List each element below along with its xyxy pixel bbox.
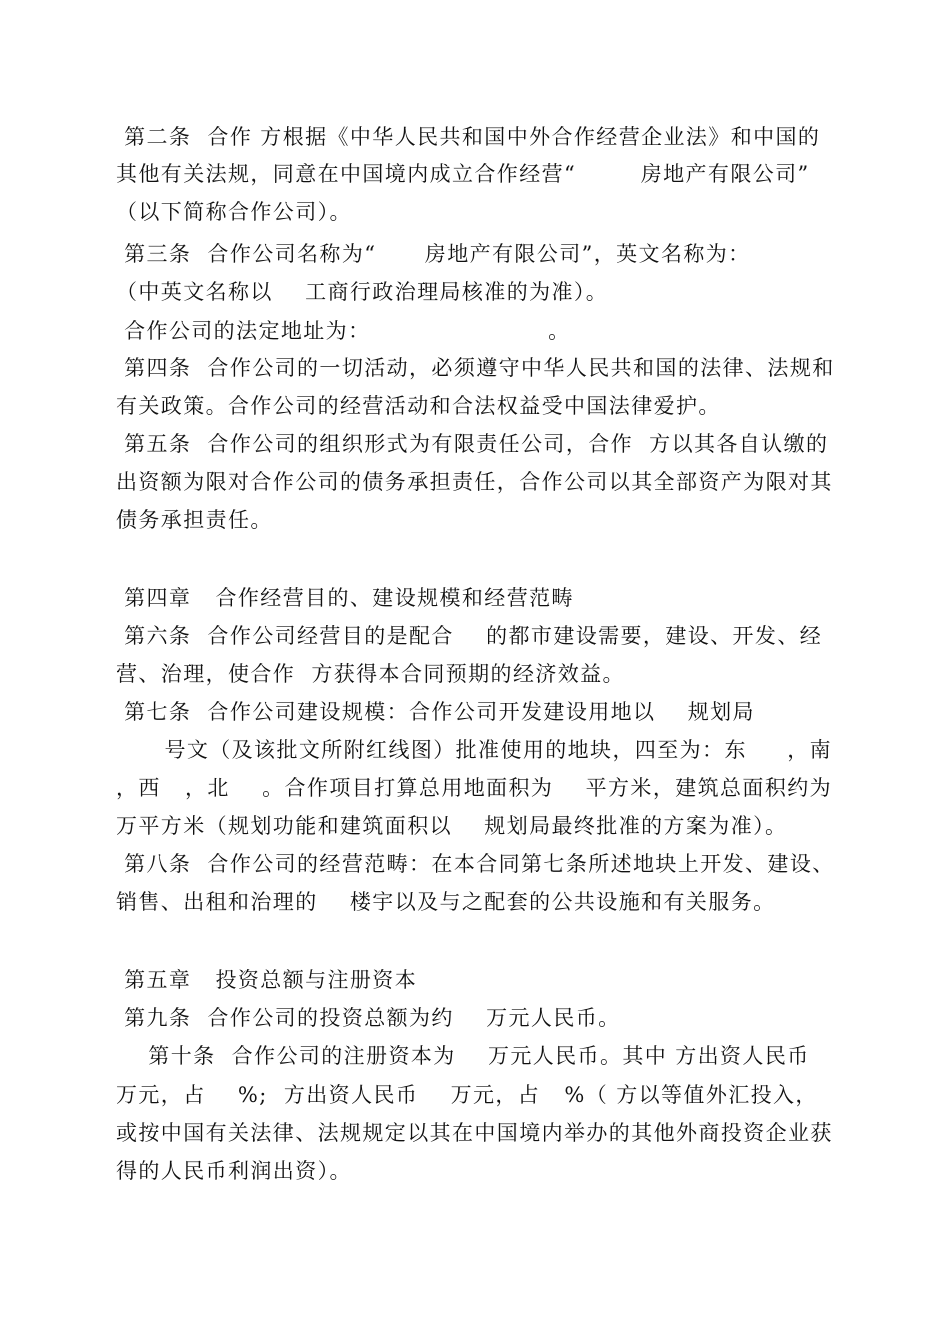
text-line: 第六条 合作公司经营目的是配合 的都市建设需要，建设、开发、经 bbox=[116, 624, 823, 648]
chapter-heading: 第四章 合作经营目的、建设规模和经营范畴 bbox=[116, 586, 574, 610]
text-line: 出资额为限对合作公司的债务承担责任，合作公司以其全部资产为限对其 bbox=[116, 470, 833, 494]
text-line: 第八条 合作公司的经营范畴：在本合同第七条所述地块上开发、建设、 bbox=[116, 852, 835, 876]
text-line: 其他有关法规，同意在中国境内成立合作经营“ 房地产有限公司” bbox=[116, 162, 810, 186]
text-line: 号文（及该批文所附红线图）批准使用的地块，四至为：东 ，南 bbox=[116, 738, 833, 762]
text-line: 债务承担责任。 bbox=[116, 508, 273, 532]
text-line: 合作公司的法定地址为： 。 bbox=[116, 319, 571, 343]
text-line: 营、治理，使合作 方获得本合同预期的经济效益。 bbox=[116, 662, 625, 686]
text-line: 第五条 合作公司的组织形式为有限责任公司，合作 方以其各自认缴的 bbox=[116, 432, 829, 456]
text-line: 万元，占 %; 方出资人民币 万元，占 %（ 方以等值外汇投入， bbox=[116, 1083, 818, 1107]
text-line: 万平方米（规划功能和建筑面积以 规划局最终批准的方案为准）。 bbox=[116, 814, 788, 838]
text-line: 第七条 合作公司建设规模：合作公司开发建设用地以 规划局 bbox=[116, 700, 755, 724]
text-line: 第九条 合作公司的投资总额为约 万元人民币。 bbox=[116, 1006, 621, 1030]
text-line: 第四条 合作公司的一切活动，必须遵守中华人民共和国的法律、法规和 bbox=[116, 356, 835, 380]
text-line: （中英文名称以 工商行政治理局核准的为准）。 bbox=[116, 280, 609, 304]
text-line: 第三条 合作公司名称为“ 房地产有限公司”，英文名称为： bbox=[116, 242, 751, 266]
text-line: 有关政策。合作公司的经营活动和合法权益受中国法律爱护。 bbox=[116, 394, 721, 418]
text-line: 或按中国有关法律、法规规定以其在中国境内举办的其他外商投资企业获 bbox=[116, 1121, 833, 1145]
text-line: 销售、出租和治理的 楼宇以及与之配套的公共设施和有关服务。 bbox=[116, 890, 776, 914]
text-line: 得的人民币利润出资）。 bbox=[116, 1159, 352, 1183]
text-line: 第二条 合作 方根据《中华人民共和国中外合作经营企业法》和中国的 bbox=[116, 125, 821, 149]
text-line: ，西 ，北 。合作项目打算总用地面积为 平方米，建筑总面积约为 bbox=[116, 776, 833, 800]
text-line: 第十条 合作公司的注册资本为 万元人民币。其中 方出资人民币 bbox=[116, 1044, 810, 1068]
chapter-heading: 第五章 投资总额与注册资本 bbox=[116, 968, 418, 992]
text-line: （以下简称合作公司）。 bbox=[116, 200, 352, 224]
